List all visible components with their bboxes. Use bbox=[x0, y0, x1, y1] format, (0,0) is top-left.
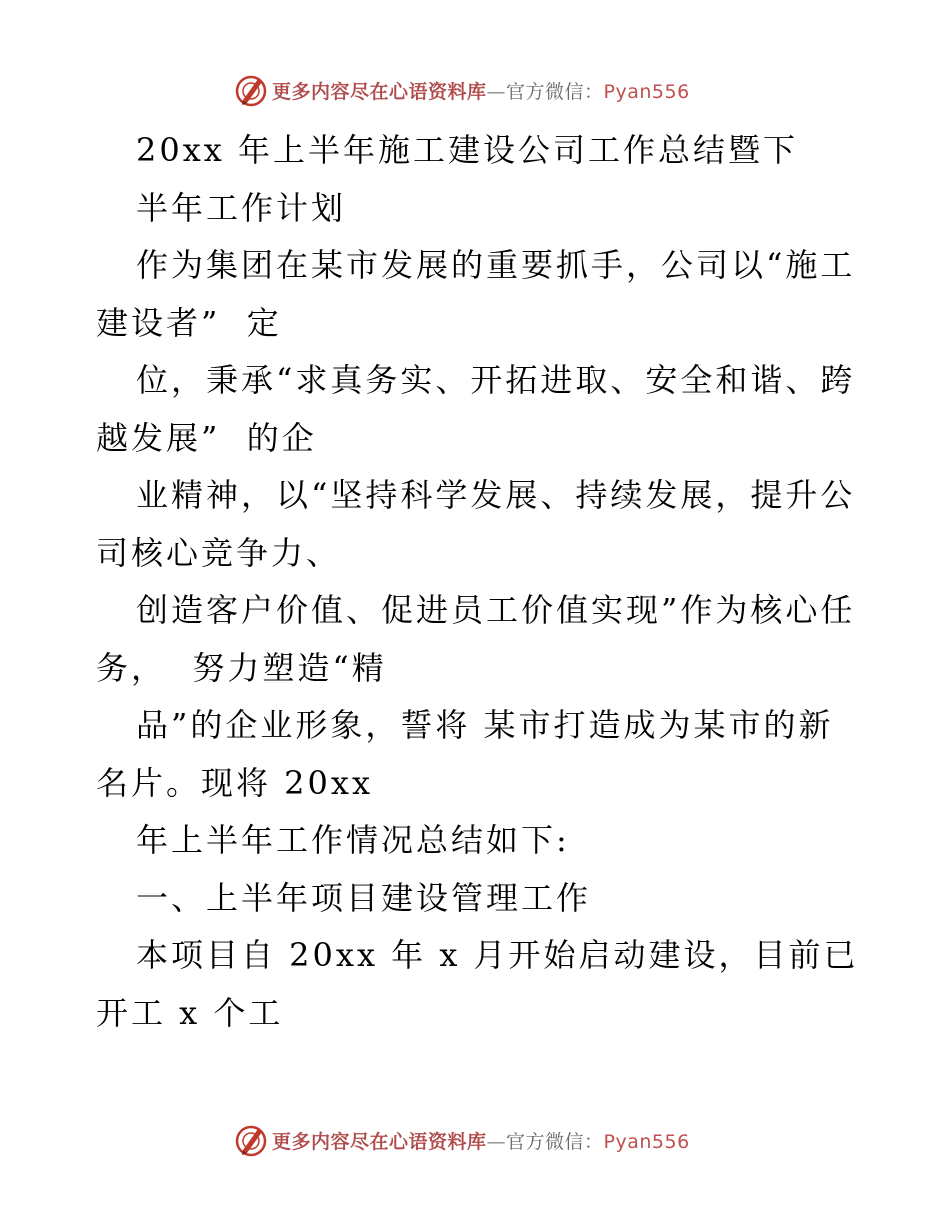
document-line: 一、上半年项目建设管理工作 bbox=[136, 878, 592, 917]
footer-banner-text bbox=[272, 1127, 690, 1154]
header-banner bbox=[0, 70, 950, 110]
document-line: 品”的企业形象，誓将 某市打造成为某市的新 bbox=[136, 706, 834, 744]
header-wechat-label: 官方微信： bbox=[506, 80, 604, 103]
document-line: 业精神，以“坚持科学发展、持续发展，提升公 bbox=[136, 476, 856, 514]
header-separator: — bbox=[486, 80, 507, 103]
header-wechat-id: Pyan556 bbox=[603, 80, 690, 103]
footer-separator: — bbox=[486, 1130, 507, 1153]
document-line: 务， 努力塑造“精 bbox=[96, 648, 387, 687]
document-line: 20xx 年上半年施工建设公司工作总结暨下 bbox=[136, 131, 798, 169]
document-line: 越发展” 的企 bbox=[96, 418, 317, 457]
footer-banner-content bbox=[234, 1120, 690, 1160]
document-line: 作为集团在某市发展的重要抓手，公司以“施工 bbox=[136, 246, 856, 284]
header-banner-content bbox=[234, 70, 690, 110]
document-line: 建设者” 定 bbox=[96, 303, 282, 342]
pen-logo-icon bbox=[234, 73, 268, 107]
footer-wechat-label: 官方微信： bbox=[506, 1130, 604, 1153]
footer-banner bbox=[0, 1120, 950, 1160]
document-line: 半年工作计划 bbox=[136, 188, 347, 227]
document-line: 名片。现将 20xx bbox=[96, 763, 373, 802]
header-banner-text bbox=[272, 77, 690, 104]
footer-wechat-id: Pyan556 bbox=[603, 1130, 690, 1153]
footer-site-text: 更多内容尽在心语资料库 bbox=[272, 1130, 487, 1153]
document-line: 年上半年工作情况总结如下: bbox=[136, 821, 570, 859]
header-site-text: 更多内容尽在心语资料库 bbox=[272, 80, 487, 103]
pen-logo-icon bbox=[234, 1123, 268, 1157]
document-line: 创造客户价值、促进员工价值实现”作为核心任 bbox=[136, 591, 856, 629]
document-line: 开工 x 个工 bbox=[96, 993, 284, 1032]
document-line: 位，秉承“求真务实、开拓进取、安全和谐、跨 bbox=[136, 361, 856, 399]
document-line: 司核心竞争力、 bbox=[96, 533, 342, 572]
document-body bbox=[96, 122, 866, 1042]
document-line: 本项目自 20xx 年 x 月开始启动建设，目前已 bbox=[136, 936, 859, 974]
